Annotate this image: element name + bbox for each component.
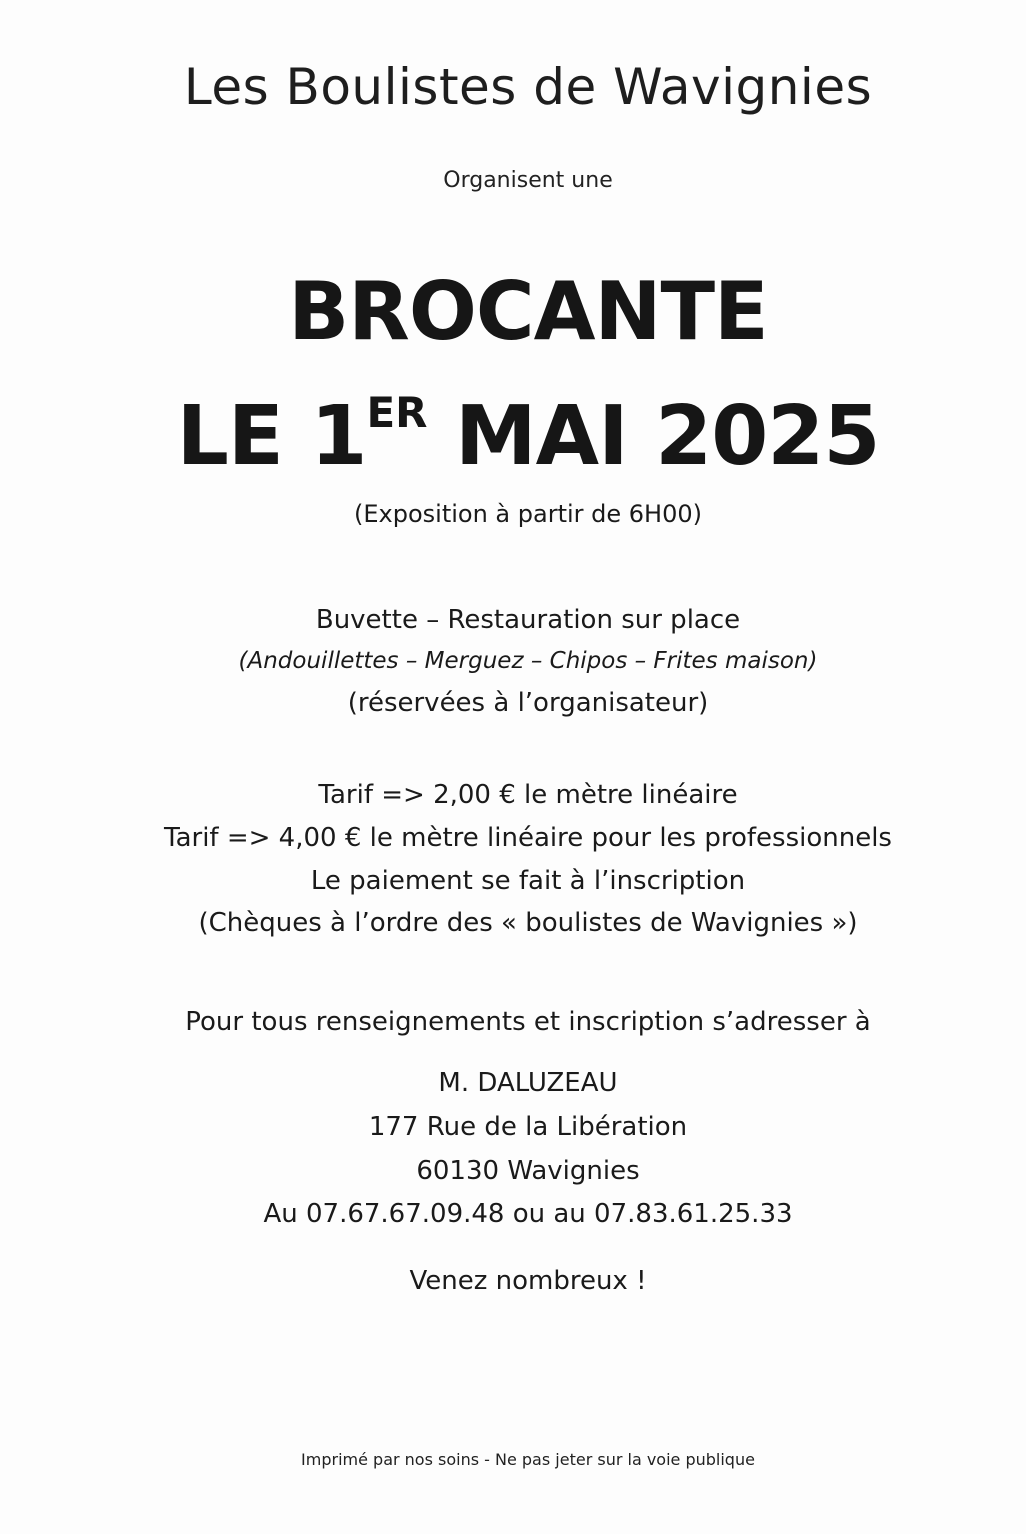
catering-line: Buvette – Restauration sur place (315, 605, 741, 635)
event-date-superscript: ER (366, 388, 428, 437)
contact-street: 177 Rue de la Libération (368, 1112, 688, 1142)
cheque-info: (Chèques à l’ordre des « boulistes de Wavignies ») (198, 908, 858, 938)
contact-name: M. DALUZEAU (438, 1068, 618, 1098)
organise-text: Organisent une (443, 168, 613, 193)
closing-message: Venez nombreux ! (409, 1266, 647, 1296)
tarif-particulier: Tarif => 2,00 € le mètre linéaire (318, 780, 738, 810)
payment-info: Le paiement se fait à l’inscription (310, 866, 746, 896)
catering-reserved: (réservées à l’organisateur) (347, 688, 709, 718)
event-date-suffix: MAI 2025 (427, 389, 880, 484)
tarif-professionnel: Tarif => 4,00 € le mètre linéaire pour les professionnels (164, 823, 892, 853)
contact-phones: Au 07.67.67.09.48 ou au 07.83.61.25.33 (263, 1199, 793, 1229)
exposition-time: (Exposition à partir de 6H00) (354, 500, 702, 528)
event-title: BROCANTE (288, 265, 768, 358)
organizer-title: Les Boulistes de Wavignies (183, 58, 873, 116)
event-date-prefix: LE 1 (176, 389, 367, 484)
contact-intro: Pour tous renseignements et inscription s’adresser à (185, 1007, 871, 1037)
catering-menu: (Andouillettes – Merguez – Chipos – Frites maison) (238, 648, 818, 674)
footer-note: Imprimé par nos soins - Ne pas jeter sur la voie publique (301, 1450, 755, 1469)
contact-city: 60130 Wavignies (416, 1156, 640, 1186)
event-date (0, 388, 1026, 484)
